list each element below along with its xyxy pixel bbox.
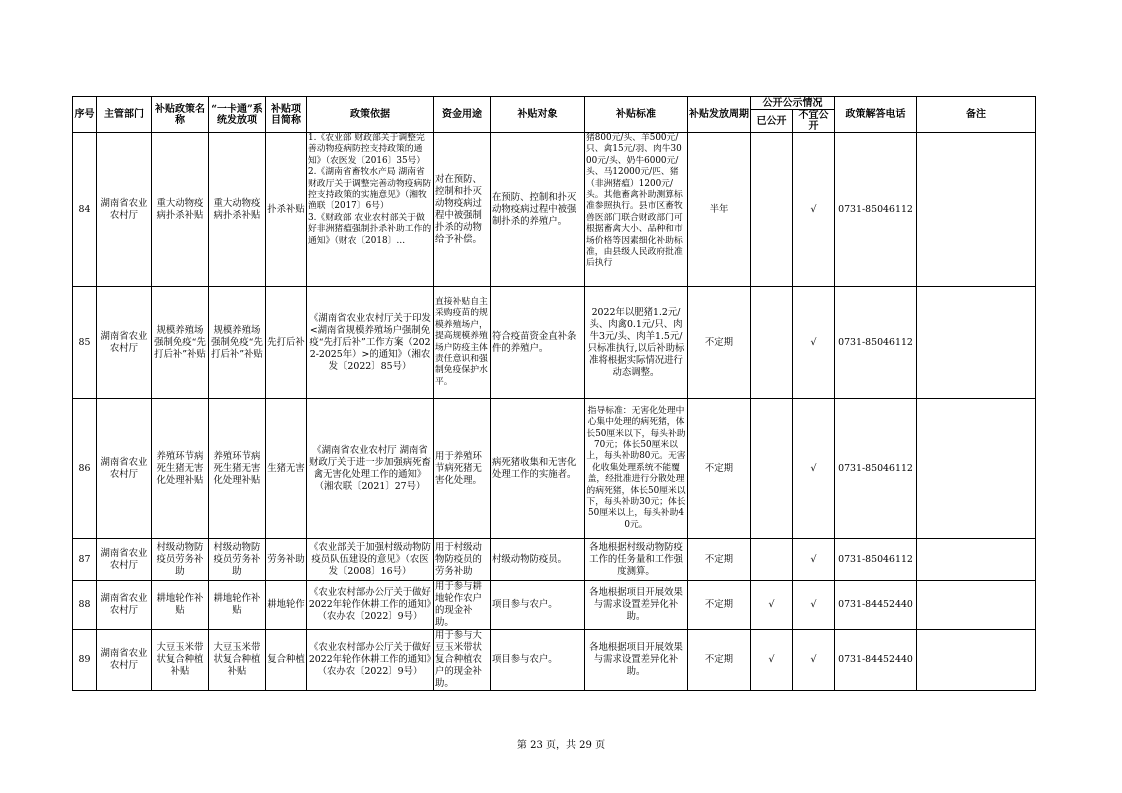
cell-fund-use: 用于参与大豆玉米带状复合种植农户的现金补助。 (434, 630, 491, 691)
header-not-public: 不宜公开 (793, 110, 835, 133)
cell-short-name: 扑杀补贴 (266, 133, 307, 287)
cell-policy-name: 耕地轮作补贴 (152, 581, 209, 630)
subsidy-policy-table (72, 96, 1036, 691)
header-dept: 主管部门 (97, 97, 152, 133)
header-disclosure: 公开公示情况 (751, 97, 835, 110)
cell-yikatong: 规模养殖场强制免疫“先打后补”补贴 (209, 287, 266, 399)
cell-remarks (917, 133, 1036, 287)
header-basis: 政策依据 (307, 97, 434, 133)
page-number: 第 23 页，共 29 页 (516, 740, 606, 751)
cell-not-public: √ (793, 581, 835, 630)
cell-public: √ (751, 630, 793, 691)
cell-policy-name: 大豆玉米带状复合种植补贴 (152, 630, 209, 691)
cell-target: 病死猪收集和无害化处理工作的实施者。 (491, 399, 585, 539)
cell-period: 不定期 (688, 287, 751, 399)
cell-dept: 湖南省农业农村厅 (97, 133, 152, 287)
cell-period: 不定期 (688, 581, 751, 630)
cell-not-public: √ (793, 399, 835, 539)
cell-short-name: 劳务补助 (266, 539, 307, 581)
cell-dept: 湖南省农业农村厅 (97, 539, 152, 581)
cell-public (751, 287, 793, 399)
cell-basis: 《农业农村部办公厅关于做好2022年轮作休耕工作的通知》（农办农〔2022〕9号） (307, 630, 434, 691)
cell-remarks (917, 399, 1036, 539)
cell-seq: 84 (73, 133, 97, 287)
header-short-name: 补贴项目简称 (266, 97, 307, 133)
cell-phone: 0731-84452440 (835, 581, 917, 630)
header-yikatong: “一卡通”系统发放项 (209, 97, 266, 133)
cell-dept: 湖南省农业农村厅 (97, 630, 152, 691)
cell-fund-use: 对在预防、控制和扑灭动物疫病过程中被强制扑杀的动物给予补偿。 (434, 133, 491, 287)
table-row (73, 630, 1036, 691)
cell-fund-use: 直接补贴自主采购疫苗的规模养殖场户，提高规模养殖场户防疫主体责任意识和强制免疫保护水平。 (434, 287, 491, 399)
cell-short-name: 生猪无害 (266, 399, 307, 539)
header-standard: 补贴标准 (585, 97, 688, 133)
cell-short-name: 先打后补 (266, 287, 307, 399)
cell-standard: 各地根据项目开展效果与需求设置差异化补助。 (585, 581, 688, 630)
cell-yikatong: 村级动物防疫员劳务补助 (209, 539, 266, 581)
table-row (73, 287, 1036, 399)
cell-remarks (917, 581, 1036, 630)
header-target: 补贴对象 (491, 97, 585, 133)
header-fund-use: 资金用途 (434, 97, 491, 133)
cell-policy-name: 养殖环节病死生猪无害化处理补贴 (152, 399, 209, 539)
cell-basis (307, 133, 434, 287)
cell-target: 符合疫苗资金直补条件的养殖户。 (491, 287, 585, 399)
header-policy-name: 补贴政策名称 (152, 97, 209, 133)
header-phone: 政策解答电话 (835, 97, 917, 133)
cell-seq: 88 (73, 581, 97, 630)
cell-basis: 《湖南省农业农村厅 湖南省财政厅关于进一步加强病死畜禽无害化处理工作的通知》（湘农联〔2021〕27号） (307, 399, 434, 539)
cell-phone: 0731-85046112 (835, 539, 917, 581)
cell-phone: 0731-85046112 (835, 399, 917, 539)
cell-basis: 《农业农村部办公厅关于做好2022年轮作休耕工作的通知》（农办农〔2022〕9号） (307, 581, 434, 630)
header-seq: 序号 (73, 97, 97, 133)
cell-seq: 85 (73, 287, 97, 399)
cell-not-public: √ (793, 133, 835, 287)
cell-dept: 湖南省农业农村厅 (97, 399, 152, 539)
table-row (73, 399, 1036, 539)
cell-standard-text: 猪800元/头、羊500元/只、禽15元/羽、肉牛3000元/头、奶牛6000元/头、马12000元/匹、猪（非洲猪瘟）1200元/头。其他畜禽补助测算标准参照执行。县市区畜牧兽医部门联合财政部门可根据畜禽大小、品种和市场价格等因素细化补助标准，由县级人民政府批准后执行 (586, 133, 683, 269)
cell-not-public: √ (793, 287, 835, 399)
cell-remarks (917, 630, 1036, 691)
cell-standard: 各地根据村级动物防疫工作的任务量和工作强度测算。 (585, 539, 688, 581)
cell-basis: 《湖南省农业农村厅关于印发<湖南省规模养殖场户强制免疫“先打后补”工作方案（2022-2025年）>的通知》（湘农发〔2022〕85号） (307, 287, 434, 399)
header-remarks: 备注 (917, 97, 1036, 133)
cell-standard: 2022年以肥猪1.2元/头、肉禽0.1元/只、肉牛3元/头、肉羊1.5元/只标准执行,以后补助标准将根据实际情况进行动态调整。 (585, 287, 688, 399)
cell-basis: 《农业部关于加强村级动物防疫员队伍建设的意见》（农医发〔2008〕16号） (307, 539, 434, 581)
cell-yikatong: 耕地轮作补贴 (209, 581, 266, 630)
cell-seq: 86 (73, 399, 97, 539)
cell-policy-name: 村级动物防疫员劳务补助 (152, 539, 209, 581)
cell-policy-name: 重大动物疫病扑杀补贴 (152, 133, 209, 287)
cell-public (751, 539, 793, 581)
cell-standard (585, 133, 688, 287)
cell-standard: 各地根据项目开展效果与需求设置差异化补助。 (585, 630, 688, 691)
cell-fund-use: 用于养殖环节病死猪无害化处理。 (434, 399, 491, 539)
cell-target: 项目参与农户。 (491, 581, 585, 630)
table-row (73, 133, 1036, 287)
cell-standard: 指导标准：无害化处理中心集中处理的病死猪，体长50厘米以下，每头补助70元；体长50厘米以上，每头补助80元。无害化收集处理系统不能覆盖，经批准进行分散处理的病死猪，体长50厘米以下，每头补助30元；体长50厘米以上，每头补助40元。 (585, 399, 688, 539)
cell-remarks (917, 539, 1036, 581)
cell-seq: 89 (73, 630, 97, 691)
cell-seq: 87 (73, 539, 97, 581)
cell-fund-use: 用于村级动物防疫员的劳务补助 (434, 539, 491, 581)
cell-yikatong: 大豆玉米带状复合种植补贴 (209, 630, 266, 691)
cell-dept: 湖南省农业农村厅 (97, 287, 152, 399)
cell-yikatong: 重大动物疫病扑杀补贴 (209, 133, 266, 287)
cell-public (751, 133, 793, 287)
cell-short-name: 复合种植 (266, 630, 307, 691)
cell-phone: 0731-85046112 (835, 287, 917, 399)
cell-not-public: √ (793, 630, 835, 691)
cell-public: √ (751, 581, 793, 630)
cell-remarks (917, 287, 1036, 399)
cell-yikatong: 养殖环节病死生猪无害化处理补贴 (209, 399, 266, 539)
cell-short-name: 耕地轮作 (266, 581, 307, 630)
cell-period: 不定期 (688, 539, 751, 581)
cell-target: 项目参与农户。 (491, 630, 585, 691)
cell-period: 不定期 (688, 399, 751, 539)
cell-phone: 0731-85046112 (835, 133, 917, 287)
cell-target: 村级动物防疫员。 (491, 539, 585, 581)
cell-phone: 0731-84452440 (835, 630, 917, 691)
cell-basis-text: 1.《农业部 财政部关于调整完善动物疫病防控支持政策的通知》（农医发〔2016〕35号） 2.《湖南省畜牧水产局 湖南省财政厅关于调整完善动物疫病防控支持政策的实施意见》（湘牧渔联〔2017〕6号） 3.《财政部 农业农村部关于做好非洲猪瘟强制扑杀补助工作的通知》（财农〔2018〕… (308, 133, 432, 246)
cell-policy-name: 规模养殖场强制免疫“先打后补”补贴 (152, 287, 209, 399)
cell-public (751, 399, 793, 539)
table-row (73, 581, 1036, 630)
table-row (73, 539, 1036, 581)
header-period: 补贴发放周期 (688, 97, 751, 133)
cell-fund-use: 用于参与耕地轮作农户的现金补助。 (434, 581, 491, 630)
cell-not-public: √ (793, 539, 835, 581)
cell-target: 在预防、控制和扑灭动物疫病过程中被强制扑杀的养殖户。 (491, 133, 585, 287)
header-public: 已公开 (751, 110, 793, 133)
cell-period: 半年 (688, 133, 751, 287)
cell-dept: 湖南省农业农村厅 (97, 581, 152, 630)
cell-period: 不定期 (688, 630, 751, 691)
